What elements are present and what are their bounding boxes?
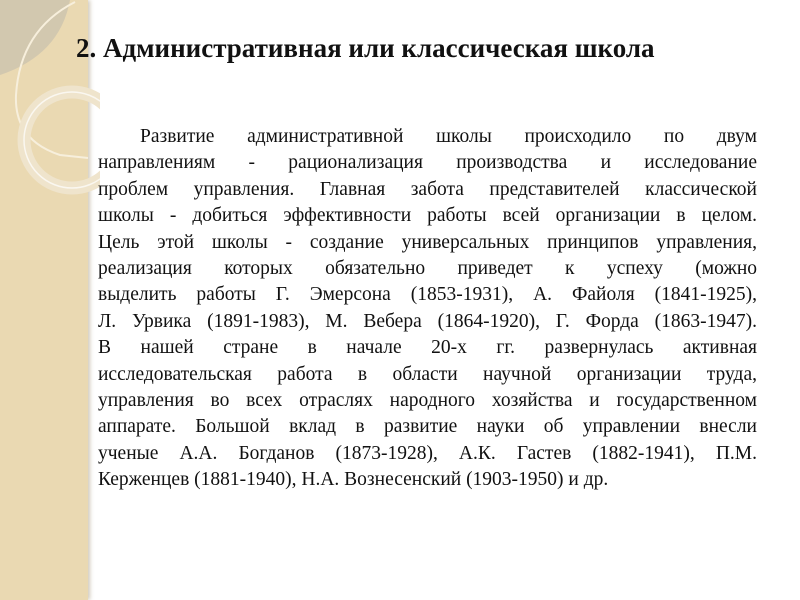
body-text-line: реализация которых обязательно приведет к успеху (можно: [98, 258, 757, 280]
body-text-line: выделить работы Г. Эмерсона (1853-1931), А. Файоля (1841-1925),: [98, 284, 757, 306]
body-text-line: В нашей стране в начале 20-х гг. развернулась активная: [98, 337, 757, 359]
body-text-line: Развитие административной школы происходило по двум: [140, 126, 757, 147]
body-text-line: школы - добиться эффективности работы всей организации в целом.: [98, 205, 757, 227]
body-text-line: Керженцев (1881-1940), Н.А. Вознесенский (1903-1950) и др.: [98, 469, 609, 491]
body-text-line: управления во всех отраслях народного хозяйства и государственном: [98, 390, 757, 412]
body-text-line: направлениям - рационализация производства и исследование: [98, 152, 757, 174]
body-text-line: проблем управления. Главная забота представителей классической: [98, 178, 757, 200]
body-text-line: исследовательская работа в области научной организации труда,: [98, 363, 757, 385]
slide-title: 2. Административная или классическая школа: [76, 33, 655, 63]
slide-body-text: [98, 124, 757, 494]
decorative-circles-icon: [0, 0, 100, 600]
body-text-line: ученые А.А. Богданов (1873-1928), А.К. Гастев (1882-1941), П.М.: [98, 442, 757, 464]
body-text-line: Л. Урвика (1891-1983), М. Вебера (1864-1920), Г. Форда (1863-1947).: [98, 310, 757, 332]
body-text-line: Цель этой школы - создание универсальных принципов управления,: [98, 231, 757, 253]
body-text-line: аппарате. Большой вклад в развитие науки об управлении внесли: [98, 416, 757, 438]
